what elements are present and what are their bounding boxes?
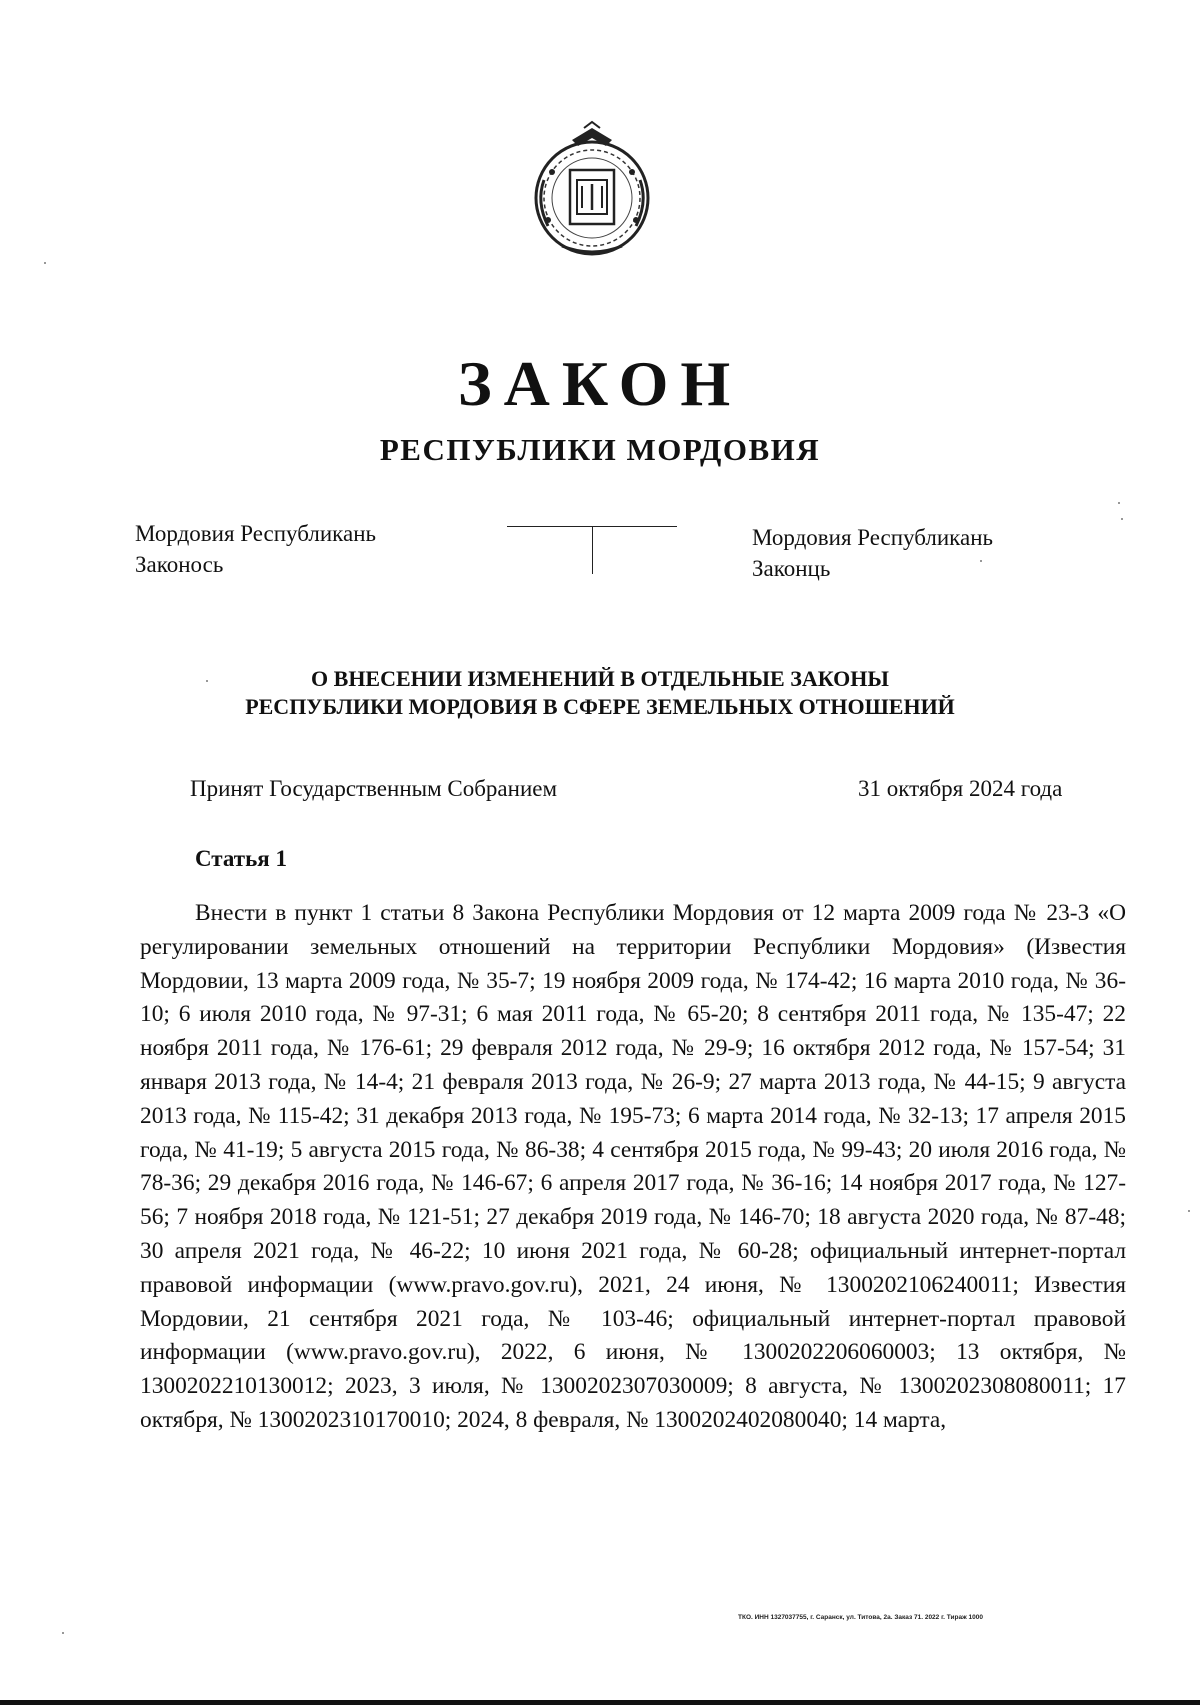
erzya-title-block <box>752 522 993 584</box>
document-title: ЗАКОН <box>457 348 743 419</box>
document-subtitle: РЕСПУБЛИКИ МОРДОВИЯ <box>379 432 821 467</box>
article-body-text: Внести в пункт 1 статьи 8 Закона Республики Мордовия от 12 марта 2009 года № 23-З «О регулировании земельных отношений на территории Республики Мордовия» (Известия Мордовии, 13 марта 2009 года, № 35-7; 19 ноября 2009 года, № 174-42; 16 марта 2010 года, № 36-10; 6 июля 2010 года, № 97-31; 6 мая 2011 года, № 65-20; 8 сентября 2011 года, № 135-47; 22 ноября 2011 года, № 176-61; 29 февраля 2012 года, № 29-9; 16 октября 2012 года, № 157-54; 31 января 2013 года, № 14-4; 21 февраля 2013 года, № 26-9; 27 марта 2013 года, № 44-15; 9 августа 2013 года, № 115-42; 31 декабря 2013 года, № 195-73; 6 марта 2014 года, № 32-13; 17 апреля 2015 года, № 41-19; 5 августа 2015 года, № 86-38; 4 сентября 2015 года, № 99-43; 20 июля 2016 года, № 78-36; 29 декабря 2016 года, № 146-67; 6 апреля 2017 года, № 36-16; 14 ноября 2017 года, № 127-56; 7 ноября 2018 года, № 121-51; 27 декабря 2019 года, № 146-70; 18 августа 2020 года, № 87-48; 30 апреля 2021 года, № 46-22; 10 июня 2021 года, № 60-28; официальный интернет-портал правовой информации (www.pravo.gov.ru), 2021, 24 июня, № 1300202106240011; Известия Мордовии, 21 сентября 2021 года, № 103-46; официальный интернет-портал правовой информации (www.pravo.gov.ru), 2022, 6 июня, № 1300202206060003; 13 октября, № 1300202210130012; 2023, 3 июля, № 1300202307030009; 8 августа, № 1300202308080011; 17 октября, № 1300202310170010; 2024, 8 февраля, № 1300202402080040; 14 марта, <box>140 900 1126 1433</box>
law-heading-line1: О ВНЕСЕНИИ ИЗМЕНЕНИЙ В ОТДЕЛЬНЫЕ ЗАКОНЫ <box>311 666 889 691</box>
moksha-title-line2: Законось <box>135 552 224 577</box>
title-divider-vertical <box>592 526 593 574</box>
adopted-date: 31 октября 2024 года <box>858 776 1063 801</box>
scan-speck <box>44 262 46 264</box>
law-heading <box>0 665 1200 721</box>
scan-bottom-edge <box>0 1700 1200 1705</box>
scan-speck <box>206 680 208 682</box>
print-imprint: ТКО. ИНН 1327037755, г. Саранск, ул. Титова, 2а. Заказ 71. 2022 г. Тираж 1000 <box>738 1614 983 1621</box>
scan-speck <box>980 560 982 562</box>
scan-speck <box>1188 1210 1190 1212</box>
erzya-title-line2: Законць <box>752 556 831 581</box>
coat-of-arms-icon <box>522 120 662 260</box>
article-title: Статья 1 <box>195 846 287 871</box>
moksha-title-line1: Мордовия Республикань <box>135 521 377 546</box>
moksha-title-block <box>135 518 376 580</box>
adopted-by: Принят Государственным Собранием <box>190 776 558 801</box>
scan-speck <box>62 1632 64 1634</box>
law-heading-line2: РЕСПУБЛИКИ МОРДОВИЯ В СФЕРЕ ЗЕМЕЛЬНЫХ ОТНОШЕНИЙ <box>245 694 955 719</box>
scan-speck <box>1121 518 1123 520</box>
erzya-title-line1: Мордовия Республикань <box>752 525 994 550</box>
scan-speck <box>1118 502 1120 504</box>
